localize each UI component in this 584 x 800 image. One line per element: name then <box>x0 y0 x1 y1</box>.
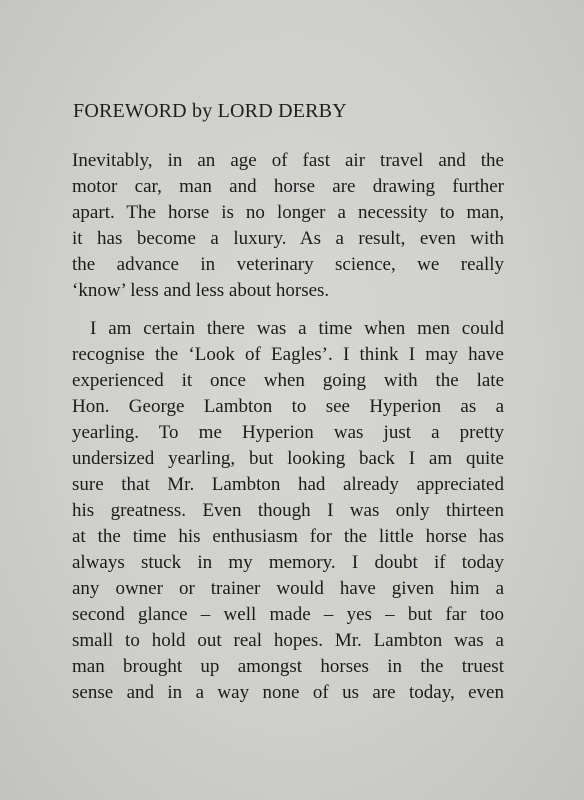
paragraph-2-line-11: any owner or trainer would have given him a <box>72 578 504 599</box>
paragraph-2-line-12: second glance – well made – yes – but far too <box>72 604 504 625</box>
paragraph-2-line-5: yearling. To me Hyperion was just a pretty <box>72 422 504 443</box>
paragraph-1-line-1: Inevitably, in an age of fast air travel and the <box>72 150 504 171</box>
paragraph-1-line-4: it has become a luxury. As a result, even with <box>72 228 504 249</box>
paragraph-2-line-2: recognise the ‘Look of Eagles’. I think I may have <box>72 344 504 365</box>
foreword-heading: FOREWORD by LORD DERBY <box>73 100 347 122</box>
paragraph-2-line-4: Hon. George Lambton to see Hyperion as a <box>72 396 504 417</box>
paragraph-2-line-1: I am certain there was a time when men could <box>90 318 504 339</box>
paragraph-2-line-9: at the time his enthusiasm for the little horse has <box>72 526 504 547</box>
paragraph-1-line-3: apart. The horse is no longer a necessity to man, <box>72 202 504 223</box>
paragraph-1-line-5: the advance in veterinary science, we really <box>72 254 504 275</box>
paragraph-2-line-7: sure that Mr. Lambton had already appreciated <box>72 474 504 495</box>
paragraph-2-line-15: sense and in a way none of us are today, even <box>72 682 504 703</box>
paragraph-1-line-6: ‘know’ less and less about horses. <box>72 280 330 301</box>
paragraph-2-line-8: his greatness. Even though I was only thirteen <box>72 500 504 521</box>
paragraph-2-line-13: small to hold out real hopes. Mr. Lambton was a <box>72 630 504 651</box>
paragraph-2-line-6: undersized yearling, but looking back I am quite <box>72 448 504 469</box>
paragraph-1-line-2: motor car, man and horse are drawing further <box>72 176 504 197</box>
paragraph-2-line-10: always stuck in my memory. I doubt if today <box>72 552 504 573</box>
paragraph-2-line-3: experienced it once when going with the late <box>72 370 504 391</box>
paragraph-2-line-14: man brought up amongst horses in the truest <box>72 656 504 677</box>
